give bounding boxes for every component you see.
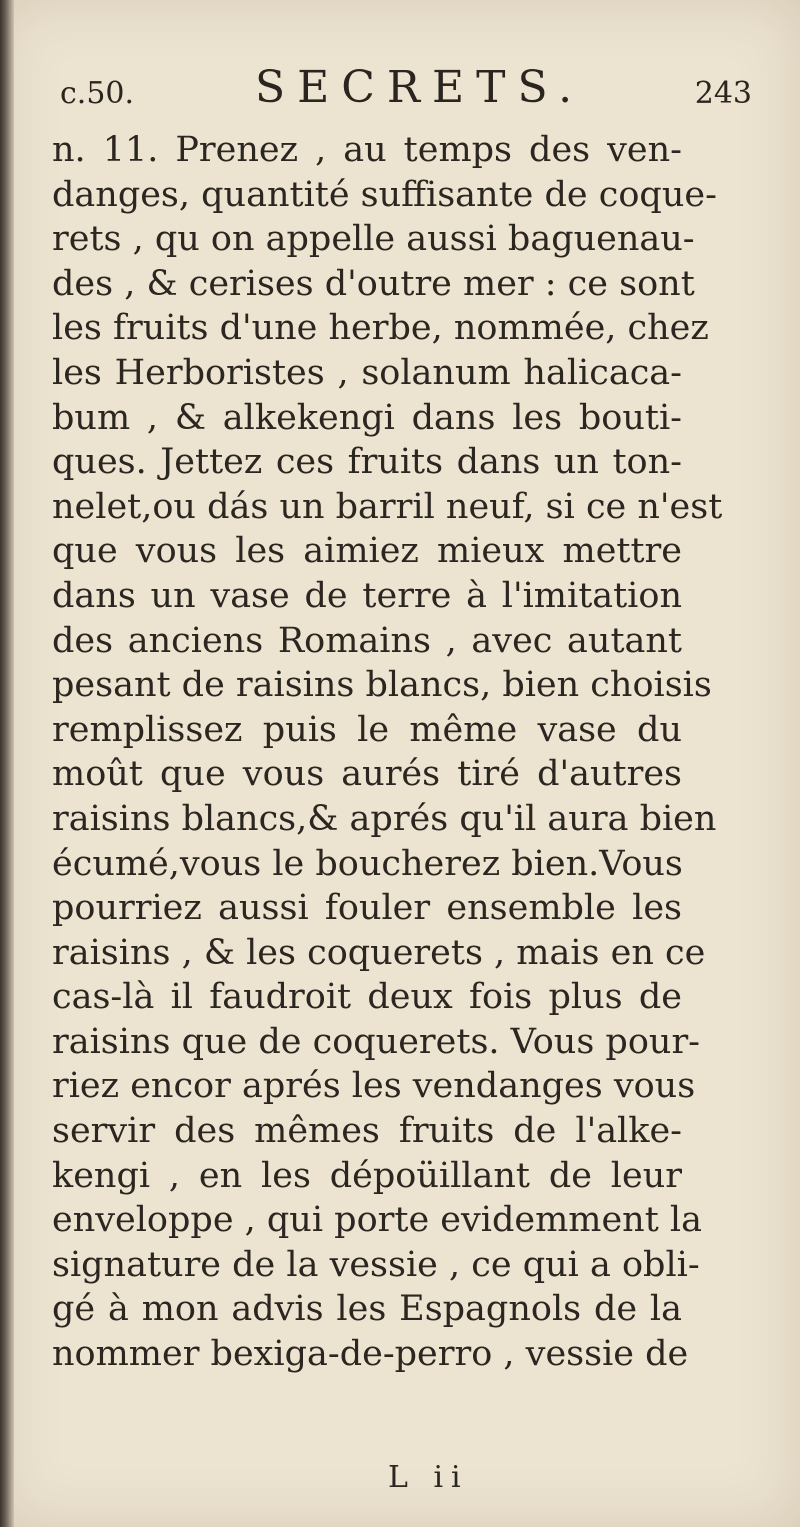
text-line: remplissez puis le même vase du — [52, 709, 682, 750]
text-line: dans un vase de terre à l'imitation — [52, 575, 682, 616]
text-line: danges, quantité suffisante de coque- — [52, 174, 717, 215]
text-line: raisins que de coquerets. Vous pour- — [52, 1021, 700, 1062]
text-line: moût que vous aurés tiré d'autres — [52, 754, 682, 795]
text-line: pesant de raisins blancs, bien choisis — [52, 665, 712, 706]
text-line: raisins blancs,& aprés qu'il aura bien — [52, 798, 717, 839]
page-number: 243 — [694, 76, 752, 111]
body-text — [52, 128, 723, 1377]
text-line: nommer bexiga-de-perro , vessie de — [52, 1334, 689, 1375]
text-line: écumé,vous le boucherez bien.Vous — [52, 843, 683, 884]
text-line: ques. Jettez ces fruits dans un ton- — [52, 442, 682, 483]
text-line: les fruits d'une herbe, nommée, chez — [52, 308, 709, 349]
text-line: nelet,ou dás un barril neuf, si ce n'est — [52, 486, 723, 527]
text-line: cas-là il faudroit deux fois plus de — [52, 977, 682, 1018]
text-line: kengi , en les dépoüillant de leur — [52, 1155, 682, 1196]
text-line: n. 11. Prenez , au temps des ven- — [52, 130, 682, 170]
text-line: enveloppe , qui porte evidemment la — [52, 1200, 702, 1241]
text-line: raisins , & les coquerets , mais en ce — [52, 932, 706, 973]
text-line: signature de la vessie , ce qui a obli- — [52, 1244, 700, 1285]
book-gutter — [0, 0, 14, 1527]
header-marginal-reference: c.50. — [60, 76, 135, 111]
signature-mark: L ii — [388, 1460, 469, 1495]
text-line: pourriez aussi fouler ensemble les — [52, 888, 682, 929]
text-line: gé à mon advis les Espagnols de la — [52, 1289, 682, 1330]
text-line: rets , qu on appelle aussi baguenau- — [52, 219, 695, 260]
text-line: que vous les aimiez mieux mettre — [52, 531, 682, 572]
running-title: SECRETS. — [255, 62, 585, 113]
text-line: des , & cerises d'outre mer : ce sont — [52, 263, 695, 304]
running-header — [60, 62, 760, 118]
text-line: bum , & alkekengi dans les bouti- — [52, 397, 682, 438]
text-line: servir des mêmes fruits de l'alke- — [52, 1111, 682, 1152]
text-line: des anciens Romains , avec autant — [52, 620, 682, 661]
text-line: les Herboristes , solanum halicaca- — [52, 352, 682, 393]
text-line: riez encor aprés les vendanges vous — [52, 1066, 696, 1107]
